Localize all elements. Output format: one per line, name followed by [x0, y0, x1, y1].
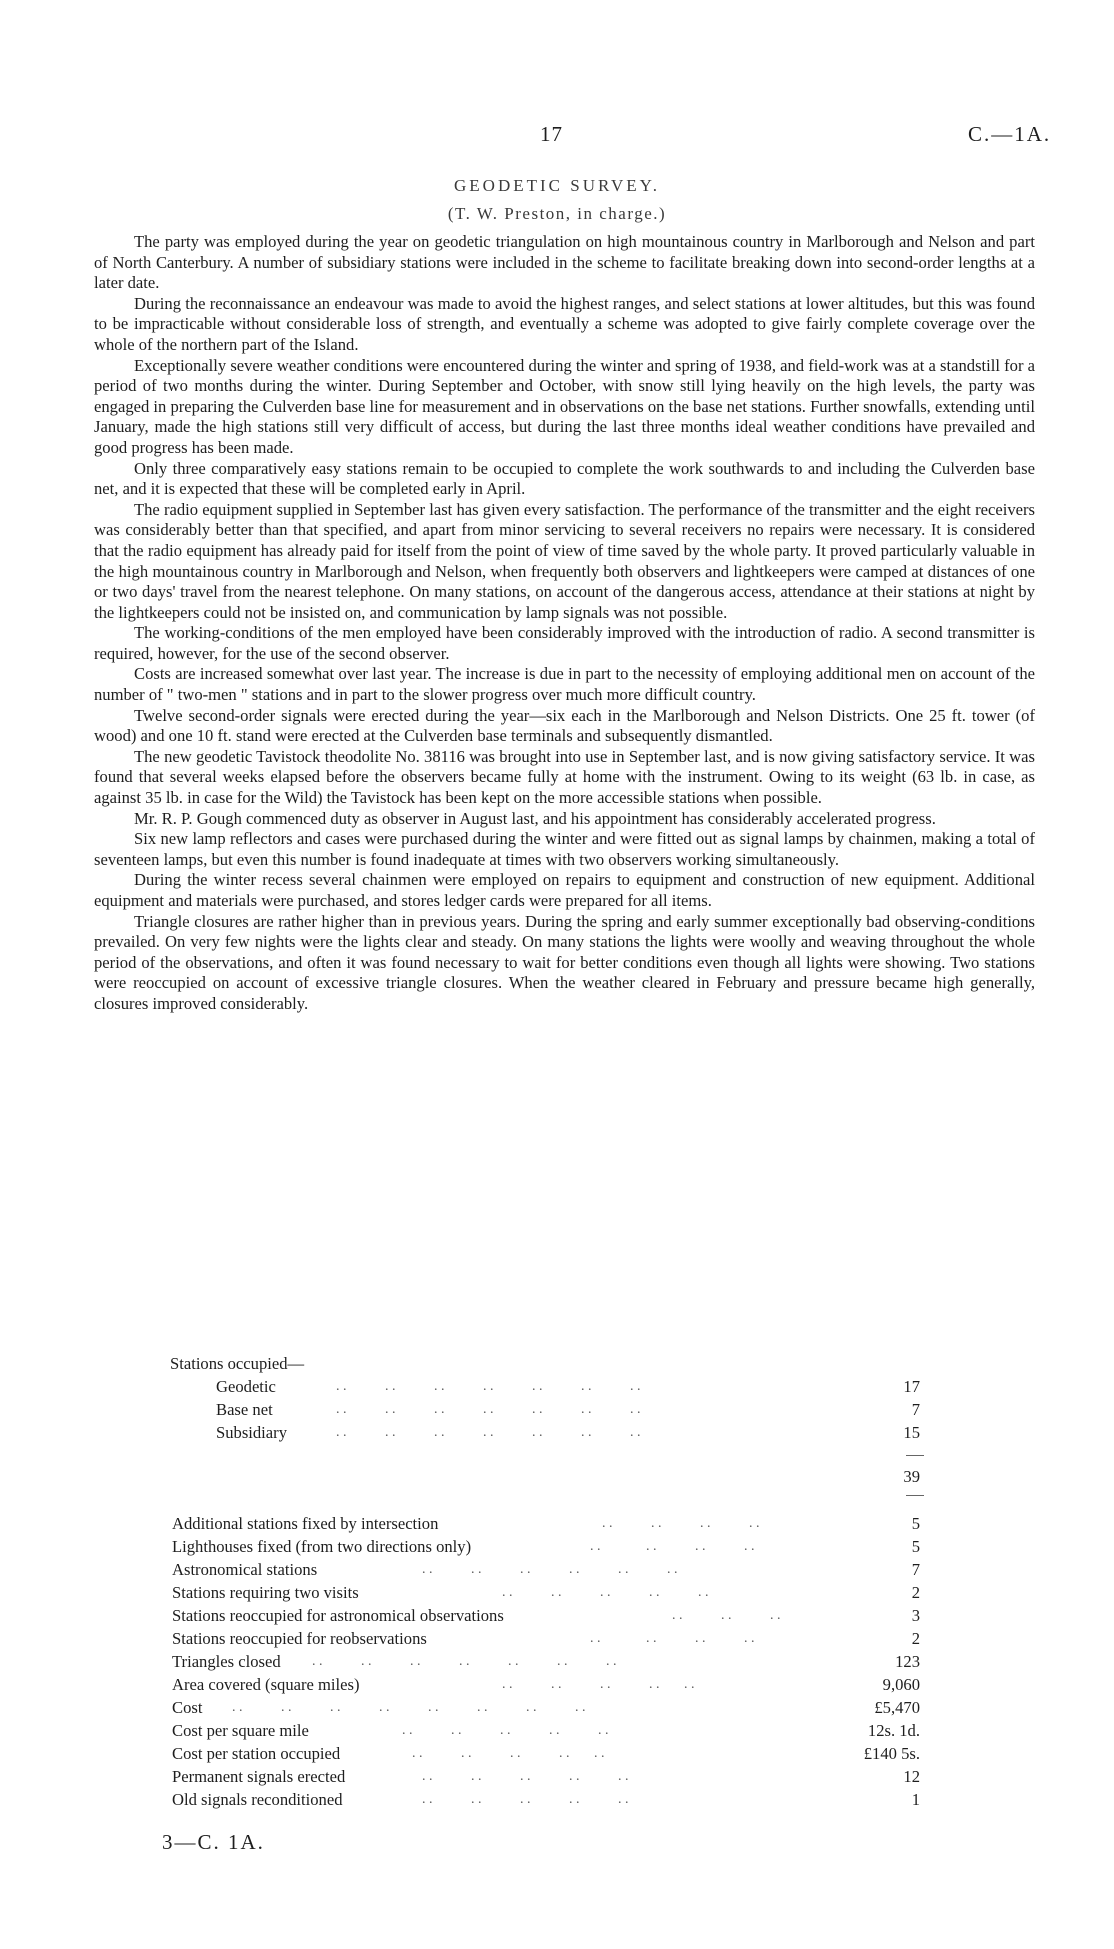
dot-leader: . . . . . . . . . . — [402, 1723, 609, 1738]
stations-total: 39 — [903, 1467, 920, 1486]
dot-leader: . . . . . . . . . . — [422, 1792, 629, 1807]
dot-leader: . . . . . . . . . . . . — [422, 1562, 678, 1577]
table-row — [172, 1513, 920, 1535]
table-row — [172, 1766, 920, 1788]
dot-leader: . . . . . . . . . . . . . . — [312, 1654, 617, 1669]
row-value: 12 — [903, 1767, 920, 1786]
paragraph: Twelve second-order signals were erected during the year—six each in the Marlborough and Nelson Districts. One 25 ft. tower (of wood) and one 10 ft. stand were erected at the Culverden base terminals and subsequently dismantled. — [94, 705, 1035, 746]
row-label: Astronomical stations — [172, 1560, 318, 1579]
paragraph: Only three comparatively easy stations remain to be occupied to complete the work southwards to and including the Culverden base net, and it is expected that these will be completed early in April. — [94, 458, 1035, 499]
paragraph: The new geodetic Tavistock theodolite No. 38116 was brought into use in September last, and is now giving satisfactory service. It was found that several weeks elapsed before the observers became fully at home with the instrument. Owing to its weight (63 lb. in case, as against 35 lb. in case for the Wild) the Tavistock has been kept on the more accessible stations when possible. — [94, 746, 1035, 808]
dot-leader: . . . . . . . . . . — [502, 1585, 709, 1600]
dot-leader: . . . . . . . . . . . . . . — [336, 1402, 641, 1417]
row-value: 15 — [903, 1423, 920, 1442]
paragraph: Costs are increased somewhat over last year. The increase is due in part to the necessity of employing additional men on account of the number of " two-men " stations and in part to the slower progress over much more difficult country. — [94, 664, 1035, 705]
row-value: 9,060 — [882, 1675, 920, 1694]
dot-leader: . . . . . . . . — [590, 1631, 755, 1646]
row-label: Subsidiary — [216, 1423, 287, 1442]
body-text — [94, 232, 1035, 1015]
row-label: Base net — [216, 1400, 273, 1419]
stations-heading — [170, 1353, 470, 1375]
sum-rule — [906, 1495, 924, 1496]
table-row — [216, 1422, 920, 1444]
row-label: Triangles closed — [172, 1652, 281, 1671]
section-subtitle: (T. W. Preston, in charge.) — [447, 204, 667, 223]
row-value: 5 — [911, 1514, 920, 1533]
paragraph: During the reconnaissance an endeavour was made to avoid the highest ranges, and select stations at lower altitudes, but this was found to be impracticable without considerable loss of strength, and eventually a scheme was adopted to give fairly complete coverage over the whole of the northern part of the Island. — [94, 293, 1035, 354]
table-row — [216, 1399, 920, 1421]
row-label: Additional stations fixed by intersection — [172, 1514, 439, 1533]
row-value: 1 — [911, 1790, 920, 1809]
row-value: 2 — [911, 1629, 920, 1648]
row-value: £140 5s. — [863, 1744, 920, 1763]
page-footer: 3—C. 1A. — [162, 1830, 265, 1854]
dot-leader: . . . . . . . . — [590, 1539, 755, 1554]
table-row — [172, 1628, 920, 1650]
dot-leader: . . . . . . . . . . — [422, 1769, 629, 1784]
row-label: Area covered (square miles) — [172, 1675, 360, 1694]
paragraph: Exceptionally severe weather conditions were encountered during the winter and spring of 1938, and field-work was at a standstill for a period of two months during the winter. During September and October, with snow still lying heavily on the high levels, the party was engaged in preparing the Culverden base line for measurement and in observations on the base net stations. Further snowfalls, extending until January, made the high stations still very difficult of access, but during the last three months ideal weather conditions have prevailed and good progress has been made. — [94, 355, 1035, 457]
table-row — [172, 1697, 920, 1719]
table-row — [172, 1674, 920, 1696]
paragraph: Triangle closures are rather higher than in previous years. During the spring and early summer exceptionally bad observing-conditions prevailed. On very few nights were the lights clear and steady. On many stations the lights were woolly and weaving throughout the whole period of the observations, and often it was found necessary to wait for better conditions even though all lights were showing. Two stations were reoccupied on account of excessive triangle closures. When the weather cleared in February and pressure became high generally, closures improved considerably. — [94, 911, 1035, 1013]
row-label: Cost — [172, 1698, 203, 1717]
row-value: 12s. 1d. — [867, 1721, 920, 1740]
table-row — [172, 1536, 920, 1558]
dot-leader: . . . . . . — [672, 1608, 781, 1623]
row-value: 2 — [911, 1583, 920, 1602]
dot-leader: . . . . . . . . . . . . . . . . — [232, 1700, 586, 1715]
row-label: Stations reoccupied for astronomical observations — [172, 1606, 504, 1625]
total-row — [216, 1466, 920, 1488]
row-label: Lighthouses fixed (from two directions only) — [172, 1537, 472, 1556]
row-label: Cost per square mile — [172, 1721, 309, 1740]
row-label: Geodetic — [216, 1377, 276, 1396]
dot-leader: . . . . . . . . . . — [412, 1746, 605, 1761]
section-title: GEODETIC SURVEY. — [454, 176, 660, 195]
table-row — [172, 1559, 920, 1581]
row-value: 5 — [911, 1537, 920, 1556]
table-row — [172, 1605, 920, 1627]
row-value: £5,470 — [874, 1698, 920, 1717]
row-label: Cost per station occupied — [172, 1744, 341, 1763]
paragraph: Six new lamp reflectors and cases were purchased during the winter and were fitted out as signal lamps by chainmen, making a total of seventeen lamps, but even this number is found inadequate at times with two observers working simultaneously. — [94, 829, 1035, 869]
row-label: Permanent signals erected — [172, 1767, 346, 1786]
row-value: 17 — [903, 1377, 920, 1396]
table-row — [172, 1789, 920, 1811]
row-label: Old signals reconditioned — [172, 1790, 343, 1809]
paragraph: During the winter recess several chainmen were employed on repairs to equipment and construction of new equipment. Additional equipment and materials were purchased, and stores ledger cards were prepared for all items. — [94, 870, 1035, 910]
table-row — [172, 1582, 920, 1604]
row-label: Stations requiring two visits — [172, 1583, 359, 1602]
dot-leader: . . . . . . . . . . . . . . — [336, 1425, 641, 1440]
paragraph: Mr. R. P. Gough commenced duty as observer in August last, and his appointment has considerably accelerated progress. — [134, 808, 936, 828]
row-value: 7 — [911, 1400, 920, 1419]
stations-heading-label: Stations occupied— — [170, 1354, 305, 1373]
document-reference: C.—1A. — [968, 122, 1052, 146]
row-value: 123 — [895, 1652, 920, 1671]
table-row — [172, 1743, 920, 1765]
row-label: Stations reoccupied for reobservations — [172, 1629, 427, 1648]
sum-rule — [906, 1455, 924, 1456]
table-row — [216, 1376, 920, 1398]
row-value: 7 — [911, 1560, 920, 1579]
table-row — [172, 1720, 920, 1742]
row-value: 3 — [911, 1606, 920, 1625]
page-number: 17 — [540, 122, 563, 146]
paragraph: The party was employed during the year on geodetic triangulation on high mountainous country in Marlborough and Nelson and part of North Canterbury. A number of subsidiary stations were included in the scheme to facilitate breaking down into second-order lengths at a later date. — [94, 232, 1035, 293]
dot-leader: . . . . . . . . . . . . . . — [336, 1379, 641, 1394]
paragraph: The radio equipment supplied in September last has given every satisfaction. The performance of the transmitter and the eight receivers was considerably better than that specified, and apart from minor servicing to several receivers no repairs were necessary. It is considered that the radio equipment has already paid for itself from the point of view of time saved by the whole party. It proved particularly valuable in the high mountainous country in Marlborough and Nelson, when frequently both observers and lightkeepers were camped at distances of one or two days' travel from the nearest telephone. On many stations, on account of the dangerous access, attendance at their stations at night by the lightkeepers could not be insisted on, and communication by lamp signals was not possible. — [94, 499, 1035, 622]
dot-leader: . . . . . . . . . . — [502, 1677, 695, 1692]
table-row — [172, 1651, 920, 1673]
paragraph: The working-conditions of the men employed have been considerably improved with the introduction of radio. A second transmitter is required, however, for the use of the second observer. — [94, 623, 1035, 663]
dot-leader: . . . . . . . . — [602, 1516, 760, 1531]
